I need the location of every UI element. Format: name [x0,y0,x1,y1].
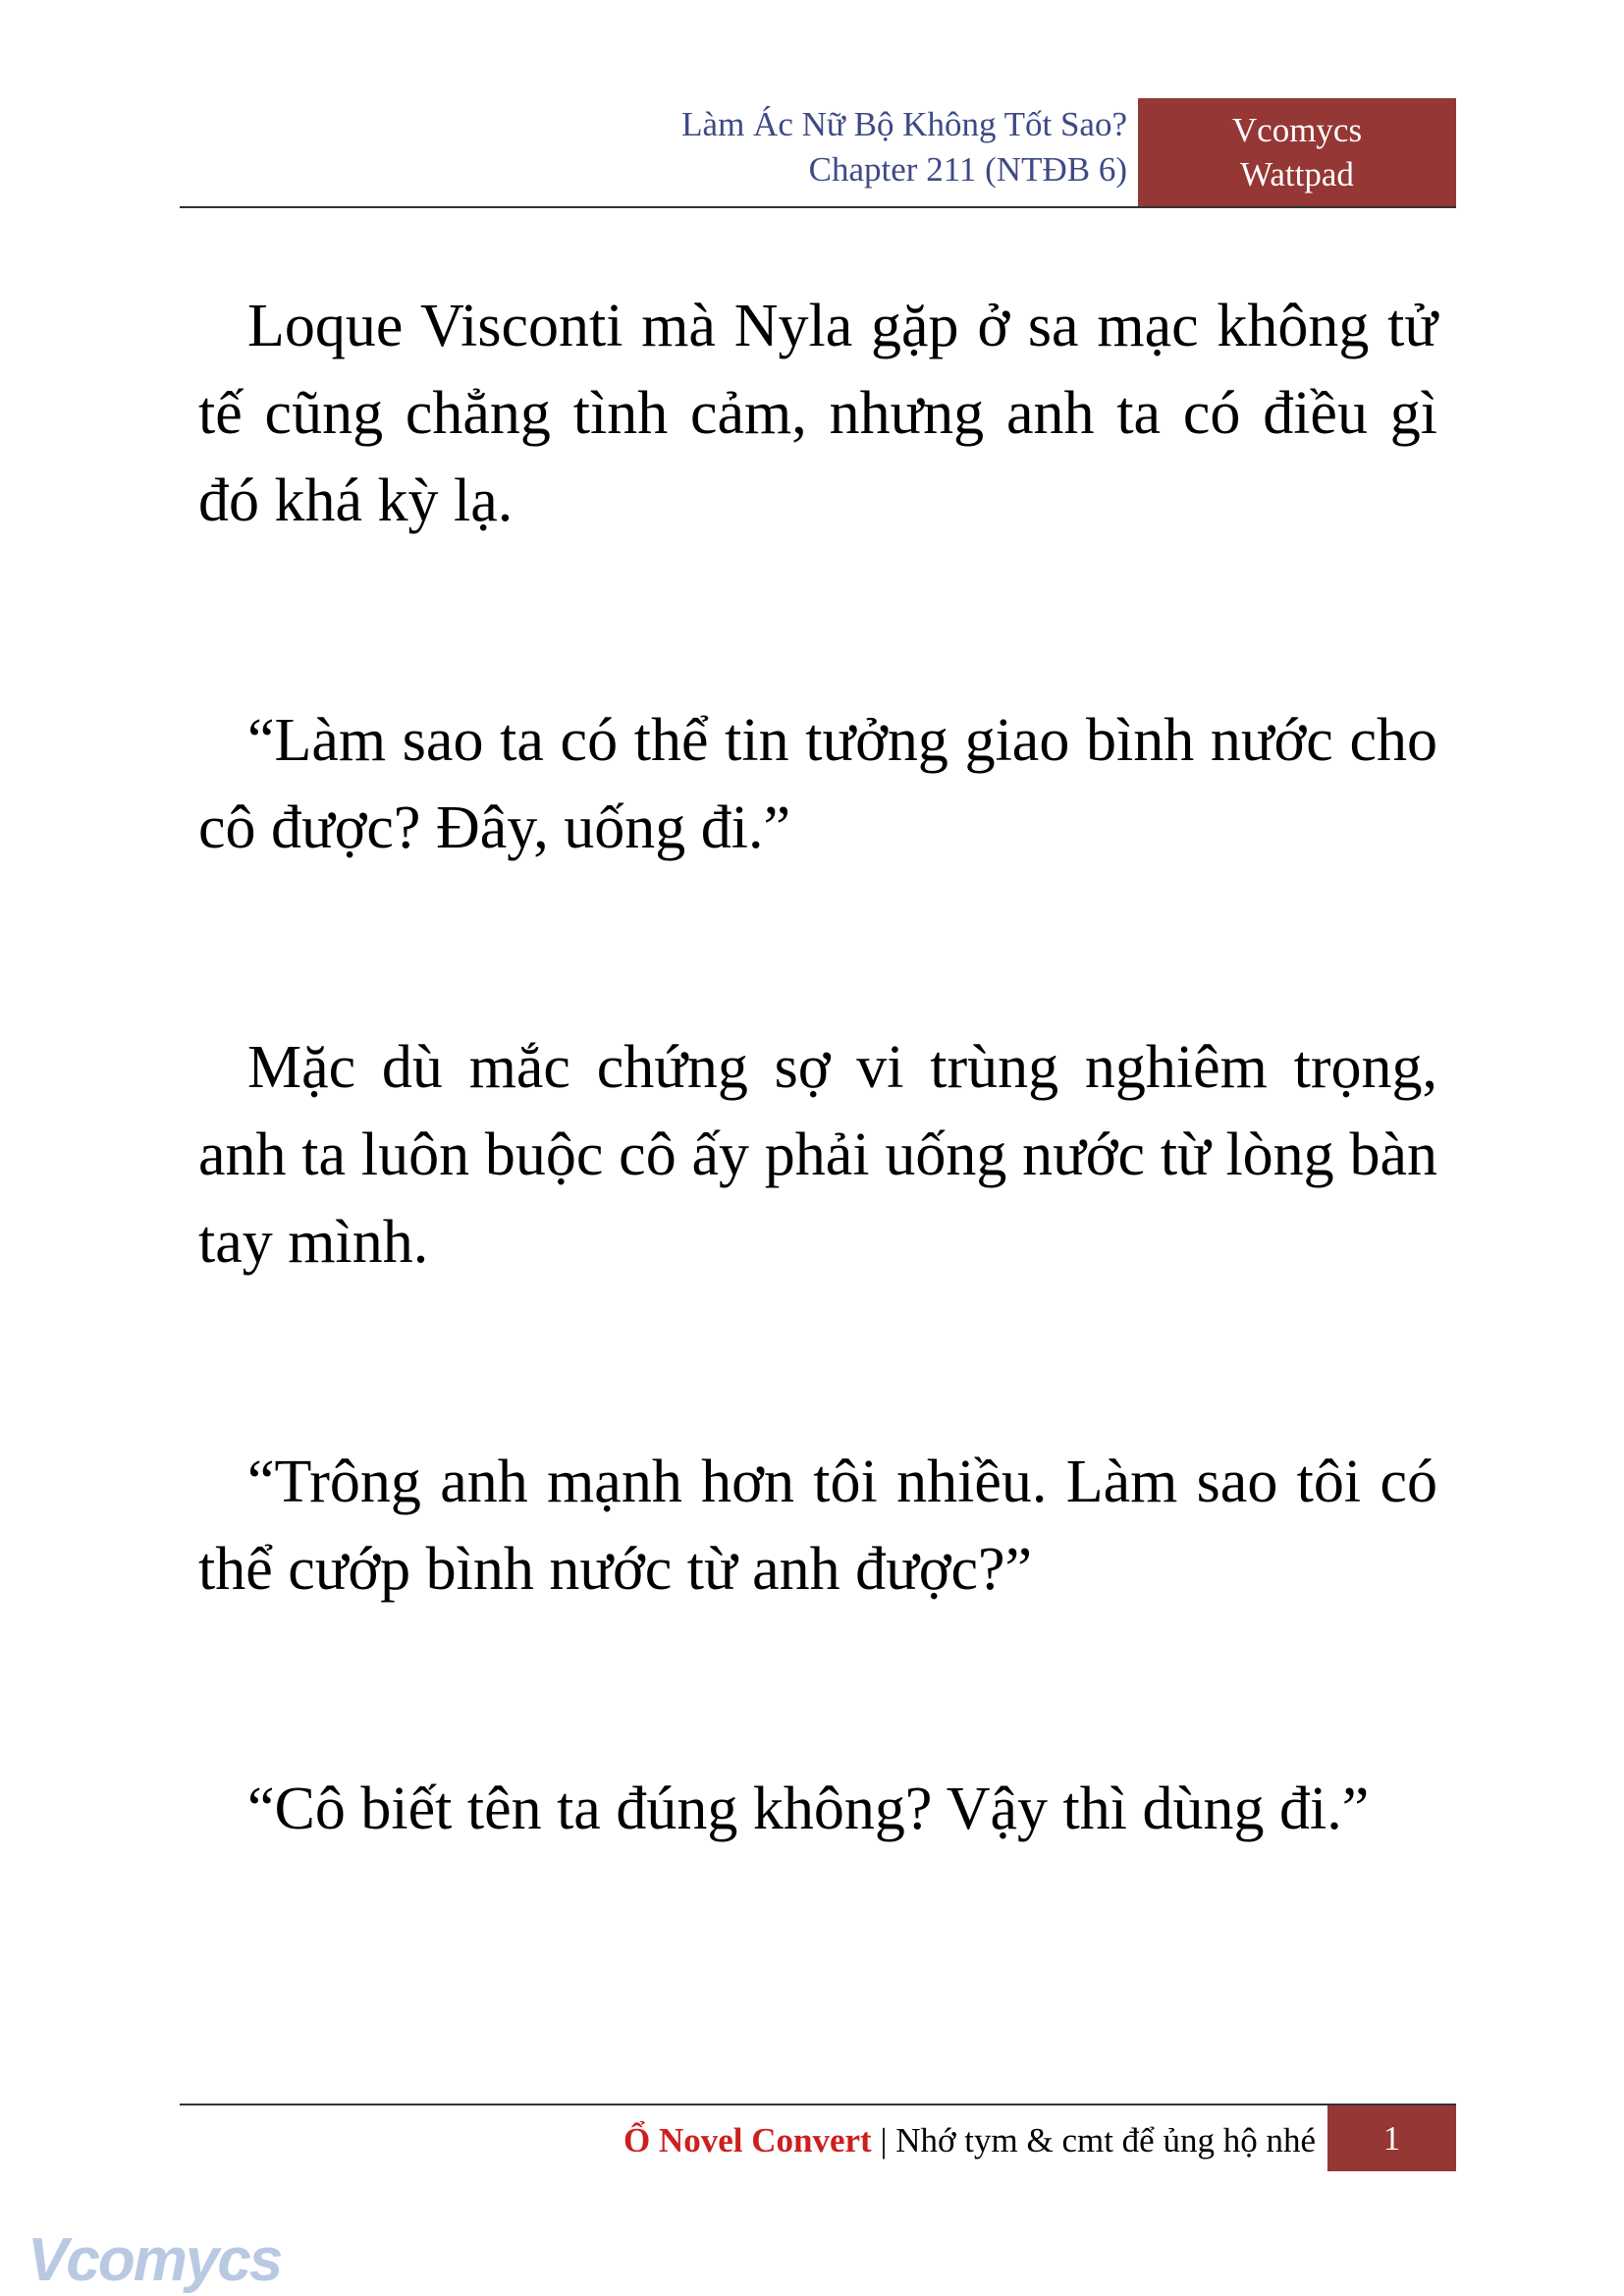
page-body [198,283,1437,2005]
footer-brand: Ổ Novel Convert [623,2121,872,2159]
header-badge [1138,98,1456,206]
page-number: 1 [1327,2105,1456,2171]
running-header [491,102,1127,192]
header-badge-line1: Vcomycs [1231,111,1363,149]
watermark-logo: Vcomycs [27,2226,282,2294]
footer-tagline: Nhớ tym & cmt để ủng hộ nhé [895,2121,1316,2159]
header-badge-line2: Wattpad [1240,155,1354,193]
footer-divider [180,2104,1456,2105]
paragraph-4: “Trông anh mạnh hơn tôi nhiều. Làm sao tôi có thể cướp bình nước từ anh được?” [198,1449,1437,1603]
book-title: Làm Ác Nữ Bộ Không Tốt Sao? [681,105,1127,143]
footer [344,2117,1316,2164]
paragraph-5: “Cô biết tên ta đúng không? Vậy thì dùng đi.” [247,1776,1370,1842]
paragraph-2: “Làm sao ta có thể tin tưởng giao bình nước cho cô được? Đây, uống đi.” [198,707,1437,861]
header-divider [180,206,1456,208]
footer-separator: | [880,2121,888,2159]
chapter-title: Chapter 211 (NTĐB 6) [808,150,1127,189]
paragraph-1: Loque Visconti mà Nyla gặp ở sa mạc không tử tế cũng chẳng tình cảm, nhưng anh ta có điều gì đó khá kỳ lạ. [198,293,1437,534]
paragraph-3: Mặc dù mắc chứng sợ vi trùng nghiêm trọng, anh ta luôn buộc cô ấy phải uống nước từ lòng bàn tay mình. [198,1034,1437,1276]
